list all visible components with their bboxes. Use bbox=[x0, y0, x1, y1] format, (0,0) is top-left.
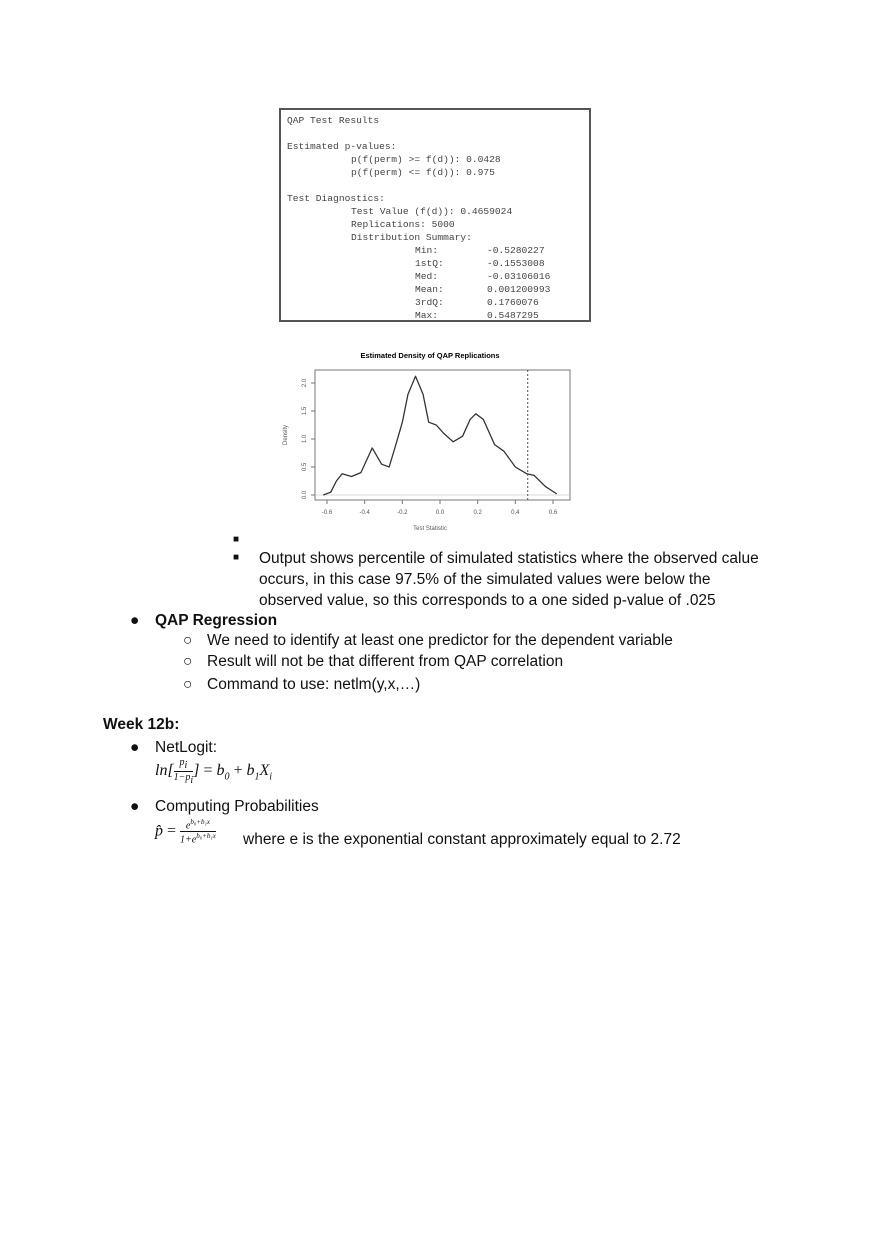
qap-regression-heading: QAP Regression bbox=[155, 612, 278, 629]
x-tick-label: 0.4 bbox=[511, 510, 520, 516]
netlogit-formula: ln[ $\frac{p_i}{1-p_i}$ ] = $b_0 + b_1X_i$ bbox=[155, 757, 273, 786]
text-line: observed value, so this corresponds to a one sided p-value of .025 bbox=[259, 592, 716, 609]
p-le: p(f(perm) <= f(d)): 0.975 bbox=[351, 167, 495, 178]
summary-value: -0.1553008 bbox=[487, 258, 545, 269]
list-item: Result will not be that different from QAP correlation bbox=[207, 653, 564, 670]
square-bullet-icon: ■ bbox=[233, 552, 240, 563]
y-axis-label: Density bbox=[283, 424, 289, 446]
x-tick-label: 0.0 bbox=[435, 510, 445, 516]
diag-heading: Test Diagnostics: bbox=[287, 193, 385, 204]
summary-label: 1stQ: bbox=[415, 258, 444, 269]
plot-frame bbox=[315, 370, 570, 500]
week-heading: Week 12b: bbox=[103, 716, 180, 733]
text-line: occurs, in this case 97.5% of the simulated values were below the bbox=[259, 571, 711, 588]
x-tick-label: 0.2 bbox=[473, 510, 482, 516]
output-paragraph bbox=[259, 548, 759, 611]
summary-label: Max: bbox=[415, 310, 439, 321]
x-tick-label: -0.2 bbox=[397, 510, 408, 516]
x-tick-label: 0.6 bbox=[548, 510, 558, 516]
pvalues-heading: Estimated p-values: bbox=[287, 141, 397, 152]
density-chart-svg bbox=[275, 345, 585, 535]
y-tick-label: 1.0 bbox=[302, 434, 308, 444]
test-value: Test Value (f(d)): 0.4659024 bbox=[351, 206, 513, 217]
summary-label: Med: bbox=[415, 271, 439, 282]
summary-label: 3rdQ: bbox=[415, 297, 444, 308]
list-item: Command to use: netlm(y,x,…) bbox=[207, 676, 421, 693]
qap-results-box bbox=[279, 108, 591, 322]
summary-label: Min: bbox=[415, 245, 439, 256]
y-tick-label: 0.0 bbox=[302, 490, 308, 500]
qap-title: QAP Test Results bbox=[287, 115, 380, 126]
circle-bullet-icon: ○ bbox=[183, 653, 193, 670]
chart-title: Estimated Density of QAP Replications bbox=[360, 351, 500, 360]
text-line: Output shows percentile of simulated statistics where the observed calue bbox=[259, 550, 759, 567]
summary-value: 0.5487295 bbox=[487, 310, 539, 321]
square-bullet-icon: ■ bbox=[233, 534, 240, 545]
y-tick-label: 2.0 bbox=[302, 378, 308, 388]
x-axis-label: Test Statistic bbox=[413, 526, 447, 532]
replications: Replications: 5000 bbox=[351, 219, 455, 230]
summary-label: Mean: bbox=[415, 284, 444, 295]
circle-bullet-icon: ○ bbox=[183, 632, 193, 649]
p-ge: p(f(perm) >= f(d)): 0.0428 bbox=[351, 154, 501, 165]
summary-value: 0.001200993 bbox=[487, 284, 551, 295]
list-item: We need to identify at least one predictor for the dependent variable bbox=[207, 632, 673, 649]
x-tick-label: -0.4 bbox=[359, 510, 370, 516]
density-chart bbox=[275, 345, 585, 540]
density-curve bbox=[323, 376, 557, 495]
summary-value: 0.1760076 bbox=[487, 297, 539, 308]
bullet-icon: ● bbox=[130, 739, 140, 756]
x-tick-label: -0.6 bbox=[321, 510, 333, 516]
computing-label: Computing Probabilities bbox=[155, 798, 319, 815]
probability-note: where e is the exponential constant approximately equal to 2.72 bbox=[243, 831, 681, 848]
bullet-icon: ● bbox=[130, 612, 140, 629]
dist-heading: Distribution Summary: bbox=[351, 232, 472, 243]
probability-formula: p̂ = $\frac{e^{b_0+b_1x}}{1+e^{b_0+b_1x}}$ bbox=[155, 818, 216, 846]
summary-value: -0.03106016 bbox=[487, 271, 551, 282]
circle-bullet-icon: ○ bbox=[183, 676, 193, 693]
summary-value: -0.5280227 bbox=[487, 245, 545, 256]
y-tick-label: 1.5 bbox=[302, 406, 308, 416]
bullet-icon: ● bbox=[130, 798, 140, 815]
y-tick-label: 0.5 bbox=[302, 462, 308, 472]
netlogit-label: NetLogit: bbox=[155, 739, 218, 756]
